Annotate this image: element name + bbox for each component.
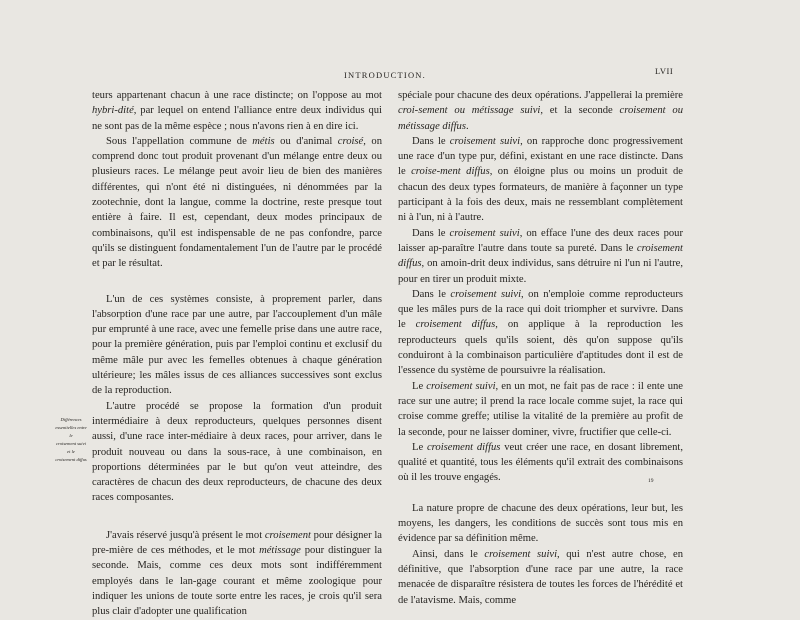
paragraph: J'avais réservé jusqu'à présent le mot croisement pour désigner la pre-mière de ces méthodes, et le mot métissage pour distinguer la seconde. Mais, comme ces deux mots sont indifféremment employés dans le lan-gage courant et même zoologique pour indiquer les unions de toute sorte entre les races, je crois qu'il sera plus clair d'adopter une qualification: [92, 529, 382, 618]
printer-signature-mark: 19: [648, 478, 654, 484]
left-text-column: [92, 88, 382, 620]
right-text-column: [398, 88, 683, 608]
paragraph: Ainsi, dans le croisement suivi, qui n'est autre chose, en définitive, que l'absorption d'une race par une autre, la race menacée de disparaître résistera de toutes les forces de l'hérédité et de l'atavisme. Mais, comme: [398, 548, 683, 606]
paragraph: L'autre procédé se propose la formation d'un produit intermédiaire à deux reproducteurs, quelques personnes disent aussi, d'une race inter-médiaire à deux races, pour arriver, dans le produit nouveau ou dans la sous-race, à une combinaison, en proportions déterminées par le but qu'on veut atteindre, des caractères de chacun des deux reproducteurs, de chacune des deux races composantes.: [92, 400, 382, 504]
paragraph: Le croisement diffus veut créer une race, en dosant librement, qualité et quantité, tous les éléments qu'il extrait des combinaisons où il les trouve engagés.: [398, 441, 683, 484]
margin-note: Différences essentielles entre le croisement suivi et le croisement diffus: [55, 417, 87, 462]
paragraph: L'un de ces systèmes consiste, à proprement parler, dans l'absorption d'une race par une autre, par l'accouplement d'un mâle pur emprunté à une race, avec une femelle prise dans une autre race, pour la première génération, puis par l'emploi continu et exclusif du même mâle pur avec les femelles obtenues à chaque génération ultérieure; les mâles issus de ces alliances successives sont exclus de la reproduction.: [92, 293, 382, 397]
paragraph: La nature propre de chacune des deux opérations, leur but, les moyens, les dangers, les conditions de succès sont tous mis en évidence par sa définition même.: [398, 502, 683, 545]
paragraph: Sous l'appellation commune de métis ou d'animal croisé, on comprend donc tout produit provenant d'un mélange entre deux ou plusieurs races. Le mélange peut avoir lieu de bien des manières différentes, qui n'ont été ni distinguées, ni dénommées par la zootechnie, dont la langue, comme la doctrine, reste presque tout entière à faire. Il est, cependant, deux modes principaux de combinaisons, qu'il est indispensable de ne pas confondre, parce qu'ils se distinguent fondamentalement l'un de l'autre par le procédé et par le résultat.: [92, 135, 382, 270]
running-header-title: INTRODUCTION.: [344, 70, 426, 80]
paragraph: Dans le croisement suivi, on efface l'une des deux races pour laisser ap-paraître l'autre dans toute sa pureté. Dans le croisement diffus, on amoin-drit deux individus, sans détruire ni l'un ni l'autre, pour en tirer un produit mixte.: [398, 227, 683, 285]
paragraph: Le croisement suivi, en un mot, ne fait pas de race : il ente une race sur une autre; il prend la race locale comme sujet, la race qui croise comme greffe; utilise la vitalité de la première au profit de la seconde, pour ne laisser dominer, vivre, fructifier que celle-ci.: [398, 380, 683, 438]
paragraph: Dans le croisement suivi, on n'emploie comme reproducteurs que les mâles purs de la race qui doit triompher et survivre. Dans le croisement diffus, on applique à la reproduction les reproducteurs quels qu'ils soient, dès qu'on suppose qu'ils conduiront à la combinaison particulière d'aptitudes dont il est de l'essence du système de poursuivre la réalisation.: [398, 288, 683, 377]
paragraph: teurs appartenant chacun à une race distincte; on l'oppose au mot hybri-dité, par lequel on entend l'alliance entre deux individus qui ne sont pas de la même espèce ; nous n'avons rien à en dire ici.: [92, 90, 382, 132]
paragraph: spéciale pour chacune des deux opérations. J'appellerai la première croi-sement ou métissage suivi, et la seconde croisement ou métissage diffus.: [398, 90, 683, 132]
paragraph: Dans le croisement suivi, on rapproche donc progressivement une race d'un type pur, défini, existant en une race distincte. Dans le croise-ment diffus, on éloigne plus ou moins un produit de chacun des deux types formateurs, de manière à façonner un type participant à la fois des deux, mais ne ressemblant complètement ni à l'un, ni à l'autre.: [398, 135, 683, 224]
page-number: LVII: [655, 66, 674, 76]
